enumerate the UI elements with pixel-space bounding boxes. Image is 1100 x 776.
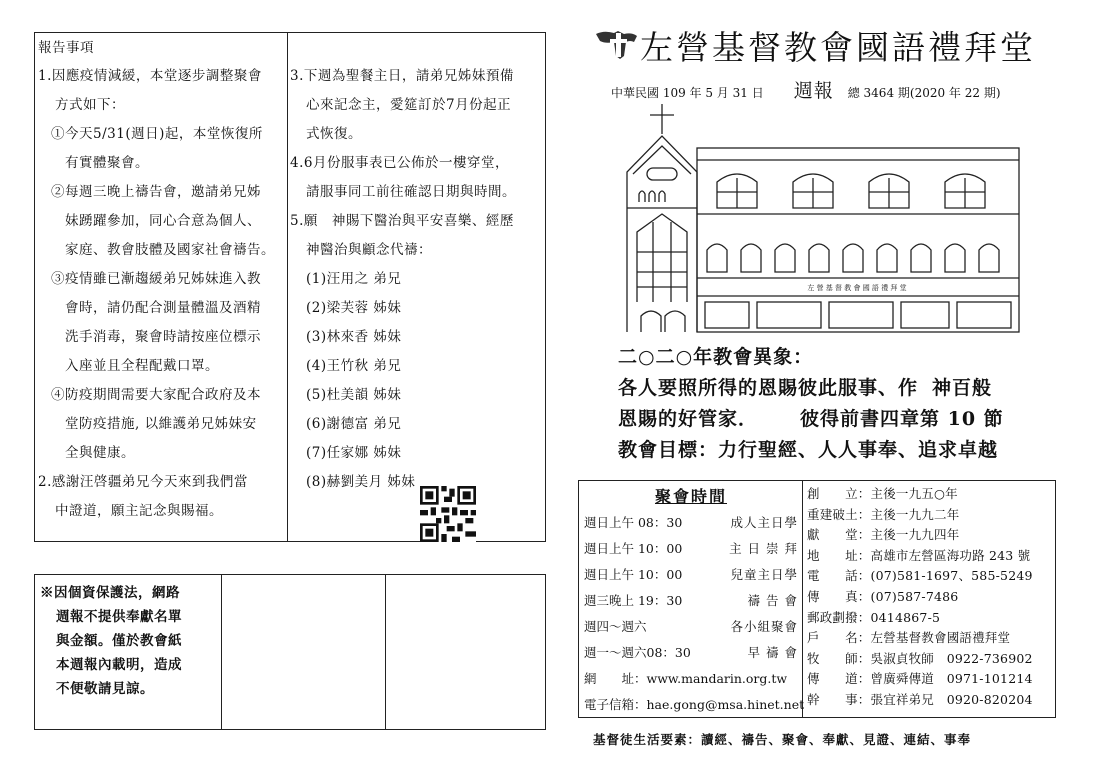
vision-verse-reference: 彼得前書四章第 10 節 xyxy=(800,408,1004,430)
meeting-time: 週三晚上 19：30 xyxy=(584,593,683,608)
church-website[interactable]: 網 址：www.mandarin.org.tw xyxy=(584,671,788,686)
announcements-right-column xyxy=(290,33,546,500)
announcement-line: 堂防疫措施, 以維護弟兄姊妹安 xyxy=(65,416,257,432)
announcement-line: ④防疫期間需要大家配合政府及本 xyxy=(51,387,261,403)
announcement-line: 1.因應疫情減緩，本堂逐步調整聚會 xyxy=(38,68,262,84)
meeting-row xyxy=(584,640,798,666)
announcement-line: 妹踴躍參加，同心合意為個人、 xyxy=(65,213,261,229)
meeting-row xyxy=(584,614,798,640)
meeting-time: 週日上午 08：30 xyxy=(584,515,683,530)
meeting-row xyxy=(584,588,798,614)
announcement-line: (2)梁芙蓉 姊妹 xyxy=(306,300,402,316)
bulletin-date-line xyxy=(611,76,1001,103)
vision-verse-part: 恩賜的好管家． xyxy=(618,408,759,430)
meeting-name: 各小組聚會 xyxy=(730,619,798,634)
announcement-line: (5)杜美韻 姊妹 xyxy=(306,387,402,403)
announcement-line: (6)謝德富 弟兄 xyxy=(306,416,402,432)
announcement-line: ②每週三晚上禱告會，邀請弟兄姊 xyxy=(51,184,261,200)
announcement-line: 全與健康。 xyxy=(65,445,135,461)
announcement-line: 4.6月份服事表已公佈於一樓穿堂， xyxy=(290,155,509,171)
announcement-line: 心來記念主，愛筵訂於7月份起正 xyxy=(306,97,512,113)
meeting-time: 週日上午 10：00 xyxy=(584,567,683,582)
vision-verse-part: 各人要照所得的恩賜彼此服事、作 xyxy=(618,377,919,399)
church-info-box xyxy=(578,480,1056,718)
privacy-line: ※因個資保護法，網路 xyxy=(40,585,180,601)
church-details xyxy=(807,484,1053,711)
announcements-header: 報告事項 xyxy=(38,40,94,56)
church-info-line: 重建破土：主後一九九二年 xyxy=(807,506,960,522)
announcements-left-column xyxy=(38,33,288,529)
announcement-line: 家庭、教會肢體及國家社會禱告。 xyxy=(65,242,275,258)
announcement-line: 方式如下： xyxy=(55,97,125,113)
church-info-line: 創 立：主後一九五○年 xyxy=(807,486,958,501)
church-info-line: 戶 名：左營基督教會國語禮拜堂 xyxy=(807,630,1011,646)
announcement-line: (8)赫劉美月 姊妹 xyxy=(306,474,416,490)
church-building-illustration xyxy=(625,102,1021,338)
meeting-name: 早 禱 會 xyxy=(747,645,798,660)
privacy-notice-box xyxy=(34,574,546,730)
announcement-lines-right xyxy=(290,65,546,493)
church-vision xyxy=(618,344,1004,468)
church-info-line: 傳 道：曾廣舜傳道 0971-101214 xyxy=(807,671,1033,687)
meeting-name: 主 日 崇 拜 xyxy=(729,541,798,556)
announcement-line: 2.感謝汪啓疆弟兄今天來到我們當 xyxy=(38,474,248,490)
church-name: 左營基督教會國語禮拜堂 xyxy=(640,28,1036,67)
privacy-divider-1 xyxy=(221,575,222,729)
church-goal: 教會目標：力行聖經、人人事奉、追求卓越 xyxy=(618,439,999,461)
privacy-line: 週報不提供奉獻名單 xyxy=(56,609,182,625)
meeting-time: 週一～週六08：30 xyxy=(584,645,691,660)
bulletin-date: 中華民國 109 年 5 月 31 日 xyxy=(611,86,764,100)
meeting-times xyxy=(584,484,805,718)
announcement-line: 請服事同工前往確認日期與時間。 xyxy=(306,184,516,200)
announcement-line: 會時，請仍配合測量體溫及酒精 xyxy=(65,300,261,316)
meeting-time: 週四～週六 xyxy=(584,619,647,634)
meeting-row xyxy=(584,510,798,536)
church-info-line: 郵政劃撥：0414867-5 xyxy=(807,609,941,625)
meeting-row xyxy=(584,536,798,562)
privacy-divider-2 xyxy=(385,575,386,729)
announcement-line: 5.願 神賜下醫治與平安喜樂、經歷 xyxy=(290,213,514,229)
church-info-line: 牧 師：吳淑貞牧師 0922-736902 xyxy=(807,650,1033,666)
church-info-line: 幹 事：張宜祥弟兄 0920-820204 xyxy=(807,691,1033,707)
privacy-notice xyxy=(40,581,182,701)
announcements-box xyxy=(34,32,546,542)
announcement-line: 入座並且全程配戴口罩。 xyxy=(65,358,219,374)
announcement-line: 洗手消毒，聚會時請按座位標示 xyxy=(65,329,261,345)
meeting-time: 週日上午 10：00 xyxy=(584,541,683,556)
meeting-name: 成人主日學 xyxy=(730,515,798,530)
meeting-name: 禱 告 會 xyxy=(747,593,798,608)
bulletin-issue: 總 3464 期(2020 年 22 期) xyxy=(847,86,1001,100)
announcement-line: (1)汪用之 弟兄 xyxy=(306,271,402,287)
church-email[interactable]: 電子信箱：hae.gong@msa.hinet.net xyxy=(584,697,805,712)
announcements-right-spacer xyxy=(290,37,546,59)
announcement-line: 有實體聚會。 xyxy=(65,155,149,171)
announcement-line: (4)王竹秋 弟兄 xyxy=(306,358,402,374)
bulletin-label: 週報 xyxy=(793,80,834,102)
meeting-times-title: 聚會時間 xyxy=(654,487,727,506)
church-info-line: 傳 真：(07)587-7486 xyxy=(807,588,959,604)
building-sign: 左 營 基 督 教 會 國 語 禮 拜 堂 xyxy=(807,284,907,292)
announcement-line: (3)林來香 姊妹 xyxy=(306,329,402,345)
privacy-line: 與金額。僅於教會紙 xyxy=(56,633,182,649)
cross-logo-icon xyxy=(594,28,638,60)
church-info-line: 電 話：(07)581-1697、585-5249 xyxy=(807,568,1033,584)
church-info-line: 地 址：高雄市左營區海功路 243 號 xyxy=(807,547,1031,563)
announcement-line: 式恢復。 xyxy=(306,126,362,142)
christian-life-essentials: 基督徒生活要素：讀經、禱告、聚會、奉獻、見證、連結、事奉 xyxy=(593,732,972,747)
privacy-line: 本週報內載明，造成 xyxy=(56,657,182,673)
qr-code-icon xyxy=(420,486,476,542)
announcement-line: ③疫情雖已漸趨緩弟兄姊妹進入教 xyxy=(51,271,261,287)
announcement-line: 神醫治與顧念代禱： xyxy=(306,242,432,258)
meeting-name: 兒童主日學 xyxy=(730,567,798,582)
meeting-rows xyxy=(584,510,798,666)
info-divider xyxy=(802,481,803,717)
announcement-lines-left xyxy=(38,65,288,522)
vision-title: 二○二○年教會異象： xyxy=(618,346,814,368)
meeting-row xyxy=(584,562,798,588)
vision-verse-line-1 xyxy=(618,375,1004,401)
announcement-line: (7)任家娜 姊妹 xyxy=(306,445,402,461)
announcement-line: 3.下週為聖餐主日，請弟兄姊妹預備 xyxy=(290,68,514,84)
privacy-line: 不便敬請見諒。 xyxy=(56,681,154,697)
announcement-line: ①今天5/31(週日)起，本堂恢復所 xyxy=(51,126,263,142)
announcement-line: 中證道，願主記念與賜福。 xyxy=(55,503,223,519)
vision-verse-part: 神百般 xyxy=(932,377,993,399)
church-info-line: 獻 堂：主後一九九四年 xyxy=(807,527,960,543)
vision-verse-line-2 xyxy=(618,406,1004,432)
